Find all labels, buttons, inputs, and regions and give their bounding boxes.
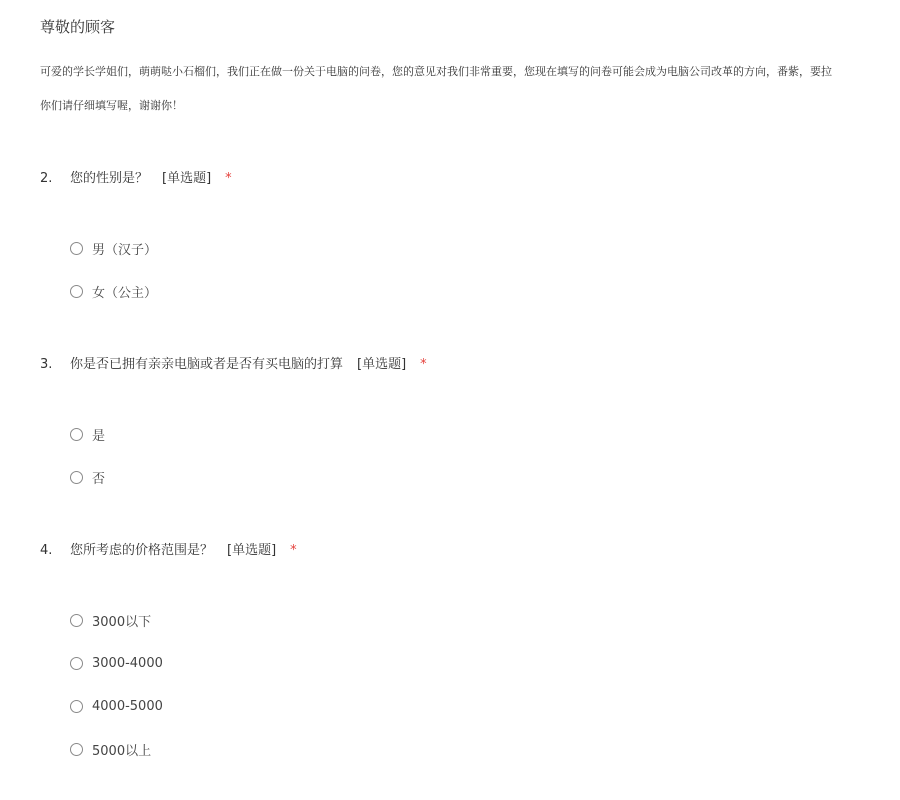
option-male[interactable]	[70, 238, 157, 258]
intro-text	[40, 55, 900, 123]
required-mark: *	[290, 543, 297, 558]
question-number: 4.	[40, 543, 53, 558]
question-type: [单选题]	[357, 357, 407, 372]
option-label: 否	[92, 471, 106, 487]
greeting-title: 尊敬的顾客	[40, 18, 116, 36]
radio-button[interactable]	[70, 285, 83, 298]
question-text: 您所考虑的价格范围是？	[70, 543, 214, 558]
option-3000-4000[interactable]	[70, 653, 163, 673]
required-mark: *	[225, 171, 232, 186]
radio-button[interactable]	[70, 743, 83, 756]
radio-button[interactable]	[70, 700, 83, 713]
question-type: [单选题]	[162, 171, 212, 186]
radio-button[interactable]	[70, 242, 83, 255]
option-label: 男（汉子）	[92, 242, 158, 258]
question-header	[40, 170, 860, 188]
radio-button[interactable]	[70, 614, 83, 627]
question-gender	[40, 170, 860, 301]
option-label: 5000以上	[92, 743, 152, 759]
option-label: 4000-5000	[92, 698, 163, 714]
option-4000-5000[interactable]	[70, 696, 163, 716]
radio-button[interactable]	[70, 657, 83, 670]
intro-line-2: 你们请仔细填写喔，谢谢你！	[40, 99, 183, 112]
question-header	[40, 356, 860, 374]
question-header	[40, 542, 860, 560]
question-number: 3.	[40, 357, 53, 372]
option-label: 3000-4000	[92, 655, 163, 671]
question-text: 你是否已拥有亲亲电脑或者是否有买电脑的打算	[70, 357, 344, 372]
option-female[interactable]	[70, 281, 157, 301]
option-label: 是	[92, 428, 106, 444]
option-over-5000[interactable]	[70, 739, 151, 759]
option-yes[interactable]	[70, 424, 105, 444]
question-price-range	[40, 542, 860, 759]
required-mark: *	[420, 357, 427, 372]
question-number: 2.	[40, 171, 53, 186]
option-label: 3000以下	[92, 614, 152, 630]
option-no[interactable]	[70, 467, 105, 487]
question-text: 您的性别是？	[70, 171, 149, 186]
option-label: 女（公主）	[92, 285, 158, 301]
question-own-computer	[40, 356, 860, 487]
question-type: [单选题]	[227, 543, 277, 558]
intro-line-1: 可爱的学长学姐们，萌萌哒小石榴们，我们正在做一份关于电脑的问卷，您的意见对我们非常重要，您现在填写的问卷可能会成为电脑公司改革的方向，番紫，要拉	[40, 65, 832, 78]
radio-button[interactable]	[70, 428, 83, 441]
radio-button[interactable]	[70, 471, 83, 484]
option-under-3000[interactable]	[70, 610, 151, 630]
